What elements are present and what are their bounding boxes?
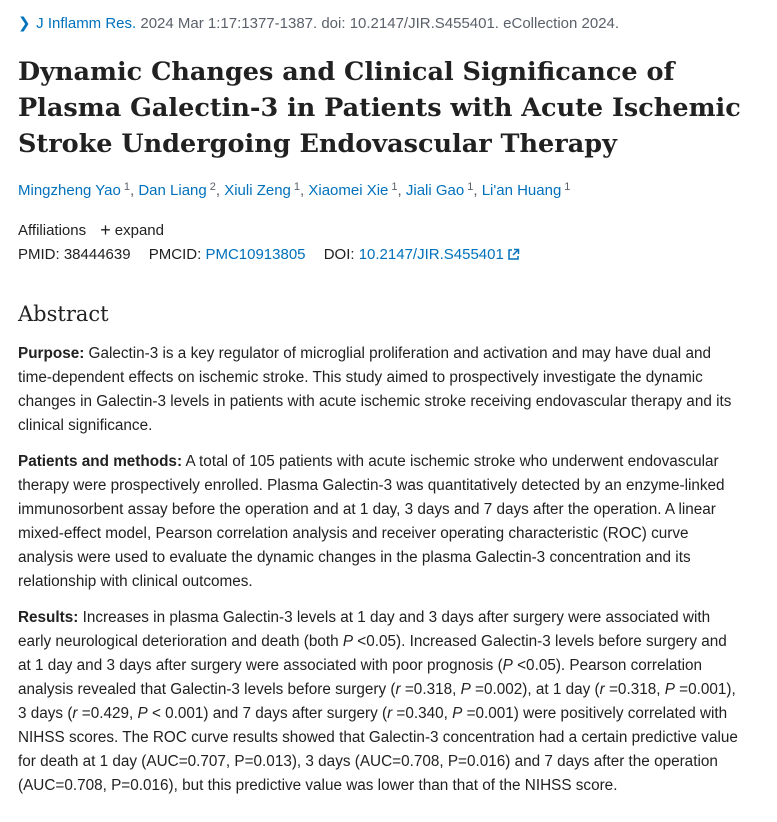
abstract-purpose xyxy=(18,342,738,438)
purpose-text: Galectin-3 is a key regulator of microglial proliferation and activation and may have dual and time-dependent effects on ischemic stroke. This study aimed to prospectively investigate the dynamic changes in Galectin-3 levels in patients with acute ischemic stroke receiving endovascular therapy and its clinical significance. xyxy=(18,345,732,434)
expand-label: expand xyxy=(114,222,164,239)
results-text: Increases in plasma Galectin-3 levels at 1 day and 3 days after surgery were associated with early neurological deterioration and death (both xyxy=(18,609,711,650)
affiliations-label: Affiliations xyxy=(18,222,87,239)
journal-link[interactable]: J Inflamm Res. xyxy=(36,15,137,32)
stat-symbol: r xyxy=(72,705,78,722)
methods-text: A total of 105 patients with acute ischemic stroke who underwent endovascular therapy were prospectively enrolled. Plasma Galectin-3 was quantitatively detected by an enzyme-linked immunosorbent assay before the operation and at 1 day, 3 days and 7 days after the operation. A linear mixed-effect model, Pearson correlation analysis and receiver operating characteristic (ROC) curve analysis were used to evaluate the dynamic changes in the plasma Galectin-3 concentration and its relationship with clinical outcomes. xyxy=(18,453,725,590)
doi-label: DOI: xyxy=(323,246,355,263)
purpose-label: Purpose: xyxy=(18,345,85,362)
affiliation-ref[interactable]: 1 xyxy=(391,181,398,193)
results-text: =0.002), at 1 day ( xyxy=(470,681,600,698)
author-link[interactable]: Jiali Gao xyxy=(405,182,465,199)
citation-line xyxy=(18,14,619,32)
citation-details: 2024 Mar 1:17:1377-1387. doi: 10.2147/JIR.S455401. eCollection 2024. xyxy=(140,15,620,32)
results-text: <0.05). Pearson correlation analysis revealed that Galectin-3 levels before surgery ( xyxy=(18,657,703,698)
stat-symbol: r xyxy=(395,681,401,698)
affiliation-ref[interactable]: 1 xyxy=(293,181,301,193)
plus-icon: + xyxy=(100,220,111,240)
author-link[interactable]: Mingzheng Yao xyxy=(18,182,121,199)
author-link[interactable]: Li'an Huang xyxy=(481,182,562,199)
abstract-heading: Abstract xyxy=(18,302,109,326)
stat-symbol: P xyxy=(137,705,148,722)
results-text: =0.318, xyxy=(400,681,461,698)
identifiers-row xyxy=(18,246,520,263)
methods-label: Patients and methods: xyxy=(18,453,183,470)
stat-symbol: P xyxy=(460,681,471,698)
affiliation-ref[interactable]: 1 xyxy=(564,181,571,193)
author-link[interactable]: Dan Liang xyxy=(138,182,207,199)
results-text: =0.001) were positively correlated with NIHSS scores. The ROC curve results showed that Galectin-3 concentration had a certain predictive value for death at 1 day (AUC=0.707, P=0.013), 3 days (AUC=0.708, P=0.016) and 7 days after the operation (AUC=0.708, P=0.016), but this predictive value was lower than that of the NIHSS score. xyxy=(18,705,738,794)
article-title: Dynamic Changes and Clinical Significance of Plasma Galectin-3 in Patients with Acute Ischemic Stroke Undergoing Endovascular Therapy xyxy=(18,57,741,159)
abstract-methods xyxy=(18,450,738,594)
pmid-value: 38444639 xyxy=(63,246,131,263)
stat-symbol: r xyxy=(387,705,393,722)
external-link-icon xyxy=(507,248,520,261)
pmid-label: PMID: xyxy=(18,246,60,263)
abstract-results xyxy=(18,606,738,798)
results-text: =0.429, xyxy=(77,705,138,722)
doi-link[interactable] xyxy=(359,246,520,263)
author-list: Mingzheng Yao $^1$, Dan Liang $^2$, Xiuli Zeng $^1$, Xiaomei Xie $^1$, Jiali Gao $^1$, Li'an Huang $^1$ xyxy=(18,181,571,199)
pmcid-link[interactable]: PMC10913805 xyxy=(205,246,306,263)
results-text: < 0.001) and 7 days after surgery ( xyxy=(147,705,388,722)
stat-symbol: r xyxy=(599,681,605,698)
results-label: Results: xyxy=(18,609,79,626)
results-text: =0.001), 3 days ( xyxy=(18,681,736,722)
affiliation-ref[interactable]: 1 xyxy=(123,181,130,193)
results-text: <0.05). Increased Galectin-3 levels before surgery and at 1 day and 3 days after surgery were associated with poor prognosis ( xyxy=(18,633,727,674)
stat-symbol: P xyxy=(342,633,354,650)
affiliation-ref[interactable]: 1 xyxy=(467,181,474,193)
chevron-right-icon[interactable]: ❯ xyxy=(18,15,31,32)
stat-symbol: P xyxy=(452,705,463,722)
results-text: =0.340, xyxy=(392,705,453,722)
pmcid-label: PMCID: xyxy=(148,246,202,263)
doi-value: 10.2147/JIR.S455401 xyxy=(358,246,504,263)
stat-symbol: P xyxy=(502,657,513,674)
affiliation-ref[interactable]: 2 xyxy=(209,181,216,193)
expand-affiliations-button[interactable] xyxy=(100,222,164,239)
results-text: =0.318, xyxy=(604,681,665,698)
author-link[interactable]: Xiuli Zeng xyxy=(224,182,291,199)
affiliations-row xyxy=(18,219,164,240)
stat-symbol: P xyxy=(664,681,675,698)
author-link[interactable]: Xiaomei Xie xyxy=(308,182,389,199)
